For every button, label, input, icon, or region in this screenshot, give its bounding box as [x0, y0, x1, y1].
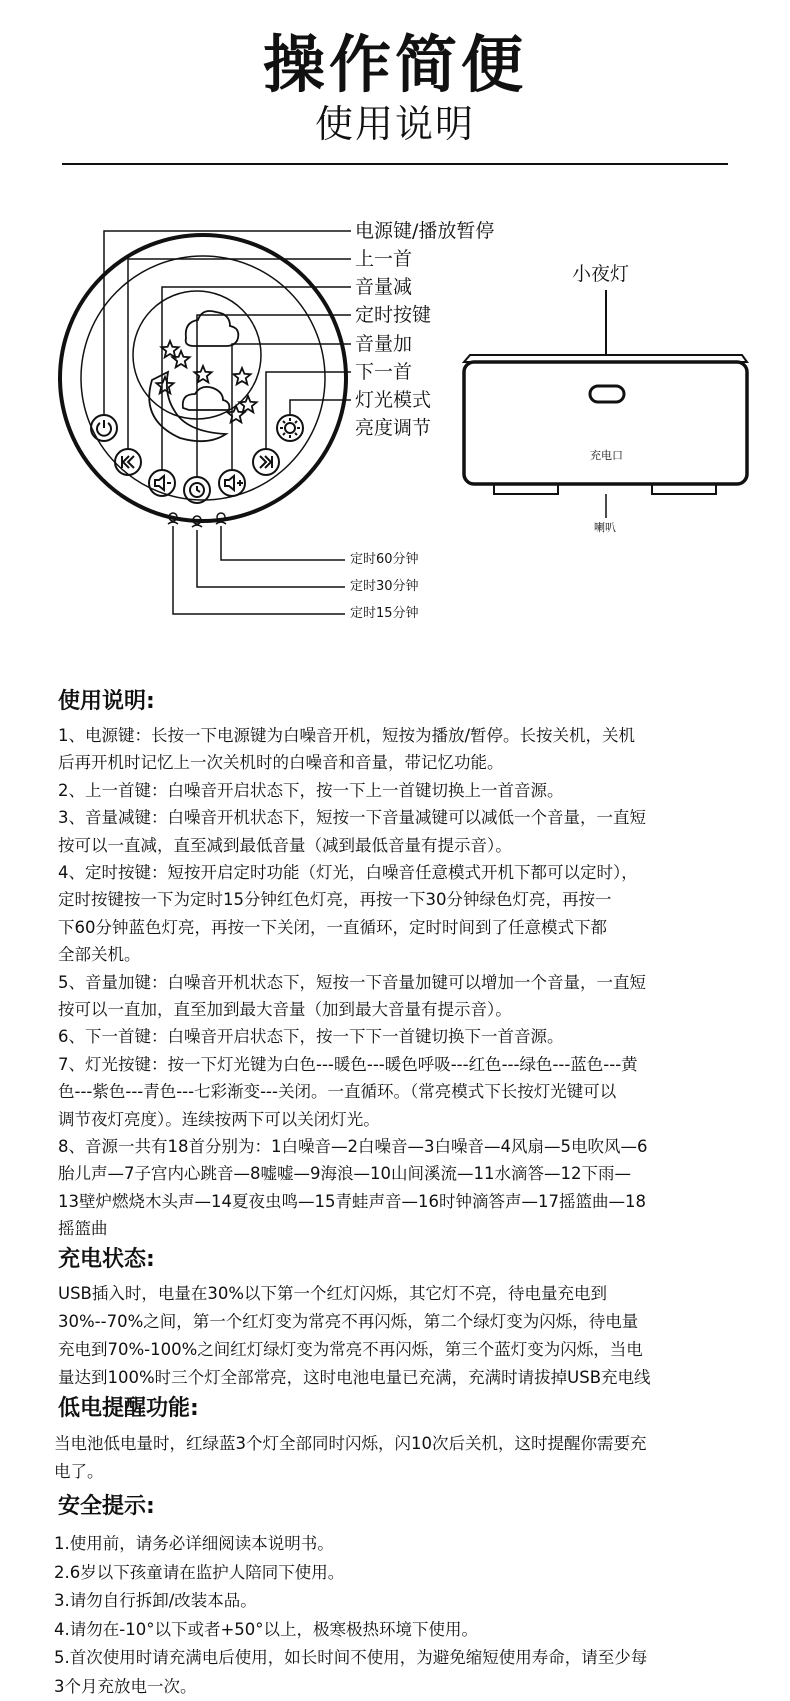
star-icon: [156, 377, 173, 393]
safety-line: 4.请勿在-10°以下或者+50°以上，极寒极热环境下使用。: [54, 1619, 479, 1639]
label-timer-button: 定时按键: [355, 304, 432, 326]
instruction-line: 2、上一首键：白噪音开启状态下，按一下上一首键切换上一首音源。: [58, 780, 564, 800]
previous-icon: [115, 449, 141, 475]
safety-line: 5.首次使用时请充满电后使用，如长时间不使用，为避免缩短使用寿命，请至少每: [54, 1648, 648, 1667]
volume-up-icon: [219, 470, 245, 496]
label-timer-15: 定时15分钟: [350, 606, 419, 621]
instruction-line: 摇篮曲: [58, 1219, 108, 1239]
volume-down-icon: [149, 470, 175, 496]
label-light-mode: 灯光模式: [355, 389, 432, 411]
label-speaker: 喇叭: [594, 521, 616, 534]
power-icon: [91, 415, 117, 441]
next-icon: [253, 449, 279, 475]
instruction-line: 4、定时按键：短按开启定时功能（灯光，白噪音任意模式开机下都可以定时），: [58, 863, 638, 882]
charging-line: 充电到70%-100%之间红灯绿灯变为常亮不再闪烁，第三个蓝灯变为闪烁，当电: [58, 1340, 643, 1359]
safety-heading: 安全提示:: [58, 1494, 155, 1519]
instruction-line: 按可以一直加，直至加到最大音量（加到最大音量有提示音）。: [58, 1000, 512, 1019]
instruction-line: 调节夜灯亮度）。连续按两下可以关闭灯光。: [58, 1109, 380, 1129]
timer-icon: [184, 477, 210, 503]
label-timer-60: 定时60分钟: [350, 552, 419, 567]
charging-line: 30%--70%之间，第一个红灯变为常亮不再闪烁，第二个绿灯变为闪烁，待电量: [58, 1312, 639, 1331]
low-battery-line: 电了。: [54, 1462, 104, 1481]
label-previous-button: 上一首: [355, 248, 413, 270]
charging-line: USB插入时，电量在30%以下第一个红灯闪烁，其它灯不亮，待电量充电到: [58, 1284, 608, 1303]
low-battery-heading: 低电提醒功能:: [58, 1396, 199, 1421]
instruction-line: 下60分钟蓝色灯亮，再按一下关闭，一直循环，定时时间到了任意模式下都: [58, 917, 607, 937]
instruction-line: 胎儿声—7子宫内心跳音—8嘘嘘—9海浪—10山间溪流—11水滴答—12下雨—: [58, 1164, 631, 1184]
star-icon: [161, 341, 178, 357]
instruction-line: 1、电源键：长按一下电源键为白噪音开机，短按为播放/暂停。长按关机，关机: [58, 726, 636, 745]
instruction-line: 6、下一首键：白噪音开启状态下，按一下下一首键切换下一首音源。: [58, 1027, 564, 1047]
label-volume-down-button: 音量减: [355, 276, 413, 298]
safety-line: 1.使用前，请务必详细阅读本说明书。: [54, 1534, 334, 1553]
instruction-line: 3、音量减键：白噪音开机状态下，短按一下音量减键可以减低一个音量，一直短: [58, 808, 646, 828]
low-battery-line: 当电池低电量时，红绿蓝3个灯全部同时闪烁，闪10次后关机，这时提醒你需要充: [54, 1434, 647, 1453]
label-power-button: 电源键/播放暂停: [355, 220, 495, 242]
label-next-button: 下一首: [355, 361, 413, 383]
device-side-view: [464, 290, 747, 518]
label-charge-port: 充电口: [590, 449, 623, 462]
light-icon: [277, 415, 303, 441]
star-icon: [233, 368, 250, 384]
safety-line: 2.6岁以下孩童请在监护人陪同下使用。: [54, 1562, 345, 1582]
instruction-line: 定时按键按一下为定时15分钟红色灯亮，再按一下30分钟绿色灯亮，再按一: [58, 890, 612, 910]
star-icon: [239, 396, 256, 412]
instruction-line: 8、音源一共有18首分别为：1白噪音—2白噪音—3白噪音—4风扇—5电吹风—6: [58, 1137, 648, 1156]
instruction-line: 按可以一直减，直至减到最低音量（减到最低音量有提示音）。: [58, 835, 512, 855]
instruction-line: 后再开机时记忆上一次关机时的白噪音和音量，带记忆功能。: [58, 753, 504, 773]
safety-line: 3.请勿自行拆卸/改装本品。: [54, 1591, 257, 1610]
charging-line: 量达到100%时三个灯全部常亮，这时电池电量已充满，充满时请拔掉USB充电线: [58, 1368, 651, 1387]
instruction-line: 色---紫色---青色---七彩渐变---关闭。一直循环。（常亮模式下长按灯光键可以: [58, 1082, 617, 1102]
charging-heading: 充电状态:: [58, 1247, 155, 1272]
label-brightness: 亮度调节: [355, 417, 432, 439]
page-subtitle: 使用说明: [314, 102, 475, 146]
usb-port-icon: [590, 386, 624, 402]
instructions-heading: 使用说明:: [58, 689, 155, 714]
label-timer-30: 定时30分钟: [350, 579, 419, 594]
instruction-line: 全部关机。: [58, 945, 141, 965]
label-volume-up-button: 音量加: [355, 333, 413, 355]
instruction-line: 5、音量加键：白噪音开机状态下，短按一下音量加键可以增加一个音量，一直短: [58, 972, 646, 992]
page-title: 操作简便: [262, 28, 527, 101]
safety-line: 3个月充放电一次。: [54, 1676, 197, 1696]
instruction-line: 7、灯光按键：按一下灯光键为白色---暖色---暖色呼吸---红色---绿色---蓝色---黄: [58, 1054, 638, 1074]
label-night-light: 小夜灯: [572, 263, 630, 285]
instruction-line: 13壁炉燃烧木头声—14夏夜虫鸣—15青蛙声音—16时钟滴答声—17摇篮曲—18: [58, 1191, 646, 1211]
